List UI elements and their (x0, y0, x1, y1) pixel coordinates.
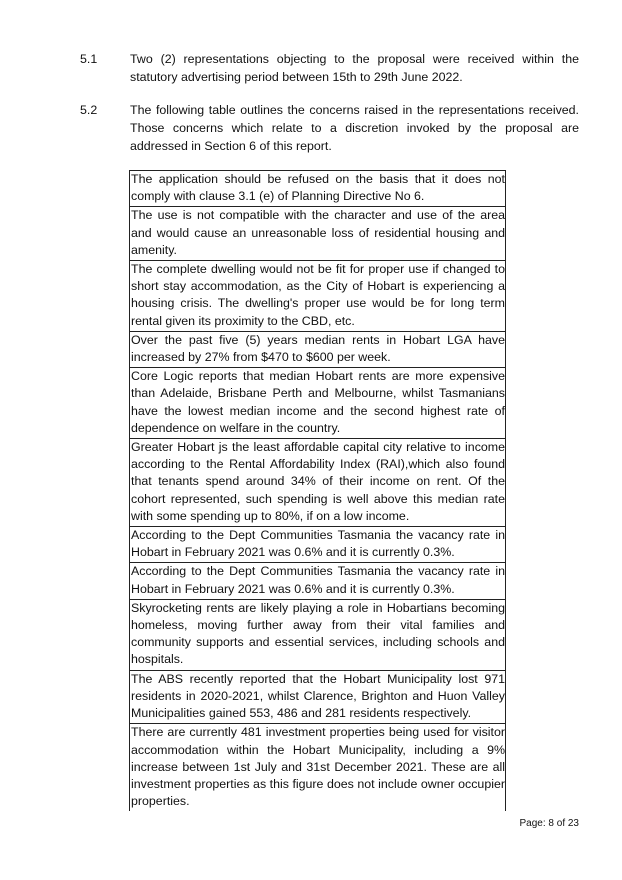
concern-cell: Greater Hobart js the least affordable capital city relative to income according to the Rental Affordability Index (RAI),which also found that tenants spend around 34% of their income on rent. Of the cohort represented, such spending is well above this median rate with some spending up to 80%, if on a low income. (130, 439, 506, 527)
table-row (130, 207, 506, 261)
paragraph-number: 5.2 (80, 103, 98, 117)
concern-cell: According to the Dept Communities Tasmania the vacancy rate in Hobart in February 2021 was 0.6% and it is currently 0.3%. (130, 563, 506, 599)
table-row (130, 724, 506, 812)
concern-cell: Over the past five (5) years median rents in Hobart LGA have increased by 27% from $470 to $600 per week. (130, 331, 506, 367)
concern-cell: The use is not compatible with the character and use of the area and would cause an unreasonable loss of residential housing and amenity. (130, 207, 506, 261)
paragraph-number: 5.1 (80, 52, 98, 66)
table-row (130, 599, 506, 670)
concern-cell: There are currently 481 investment properties being used for visitor accommodation within the Hobart Municipality, including a 9% increase between 1st July and 31st December 2021. These are all investment properties as this figure does not include owner occupier properties. (130, 724, 506, 812)
table-row (130, 563, 506, 599)
concern-cell: According to the Dept Communities Tasmania the vacancy rate in Hobart in February 2021 was 0.6% and it is currently 0.3%. (130, 527, 506, 563)
table-row (130, 331, 506, 367)
table-row (130, 261, 506, 332)
table-row (130, 171, 506, 207)
concern-cell: The application should be refused on the basis that it does not comply with clause 3.1 (e) of Planning Directive No 6. (130, 171, 506, 207)
table-row (130, 527, 506, 563)
table-row (130, 439, 506, 527)
concern-cell: The complete dwelling would not be fit for proper use if changed to short stay accommodation, as the City of Hobart is experiencing a housing crisis. The dwelling's proper use would be for long term rental given its proximity to the CBD, etc. (130, 261, 506, 332)
concern-cell: Skyrocketing rents are likely playing a role in Hobartians becoming homeless, moving further away from their vital families and community supports and essential services, including schools and hospitals. (130, 599, 506, 670)
table-row (130, 368, 506, 439)
paragraph-text: Two (2) representations objecting to the proposal were received within the statutory advertising period between 15th to 29th June 2022. (130, 52, 579, 84)
table-row (130, 670, 506, 724)
page-number: Page: 8 of 23 (519, 818, 579, 829)
concern-cell: Core Logic reports that median Hobart rents are more expensive than Adelaide, Brisbane Perth and Melbourne, whilst Tasmanians have the lowest median income and the second highest rate of dependence on welfare in the country. (130, 368, 506, 439)
paragraph-text: The following table outlines the concerns raised in the representations received. Those concerns which relate to a discretion invoked by the proposal are addressed in Section 6 of this report. (130, 103, 579, 153)
concern-cell: The ABS recently reported that the Hobart Municipality lost 971 residents in 2020-2021, whilst Clarence, Brighton and Huon Valley Municipalities gained 553, 486 and 281 residents respectively. (130, 670, 506, 724)
concerns-table (129, 170, 506, 811)
